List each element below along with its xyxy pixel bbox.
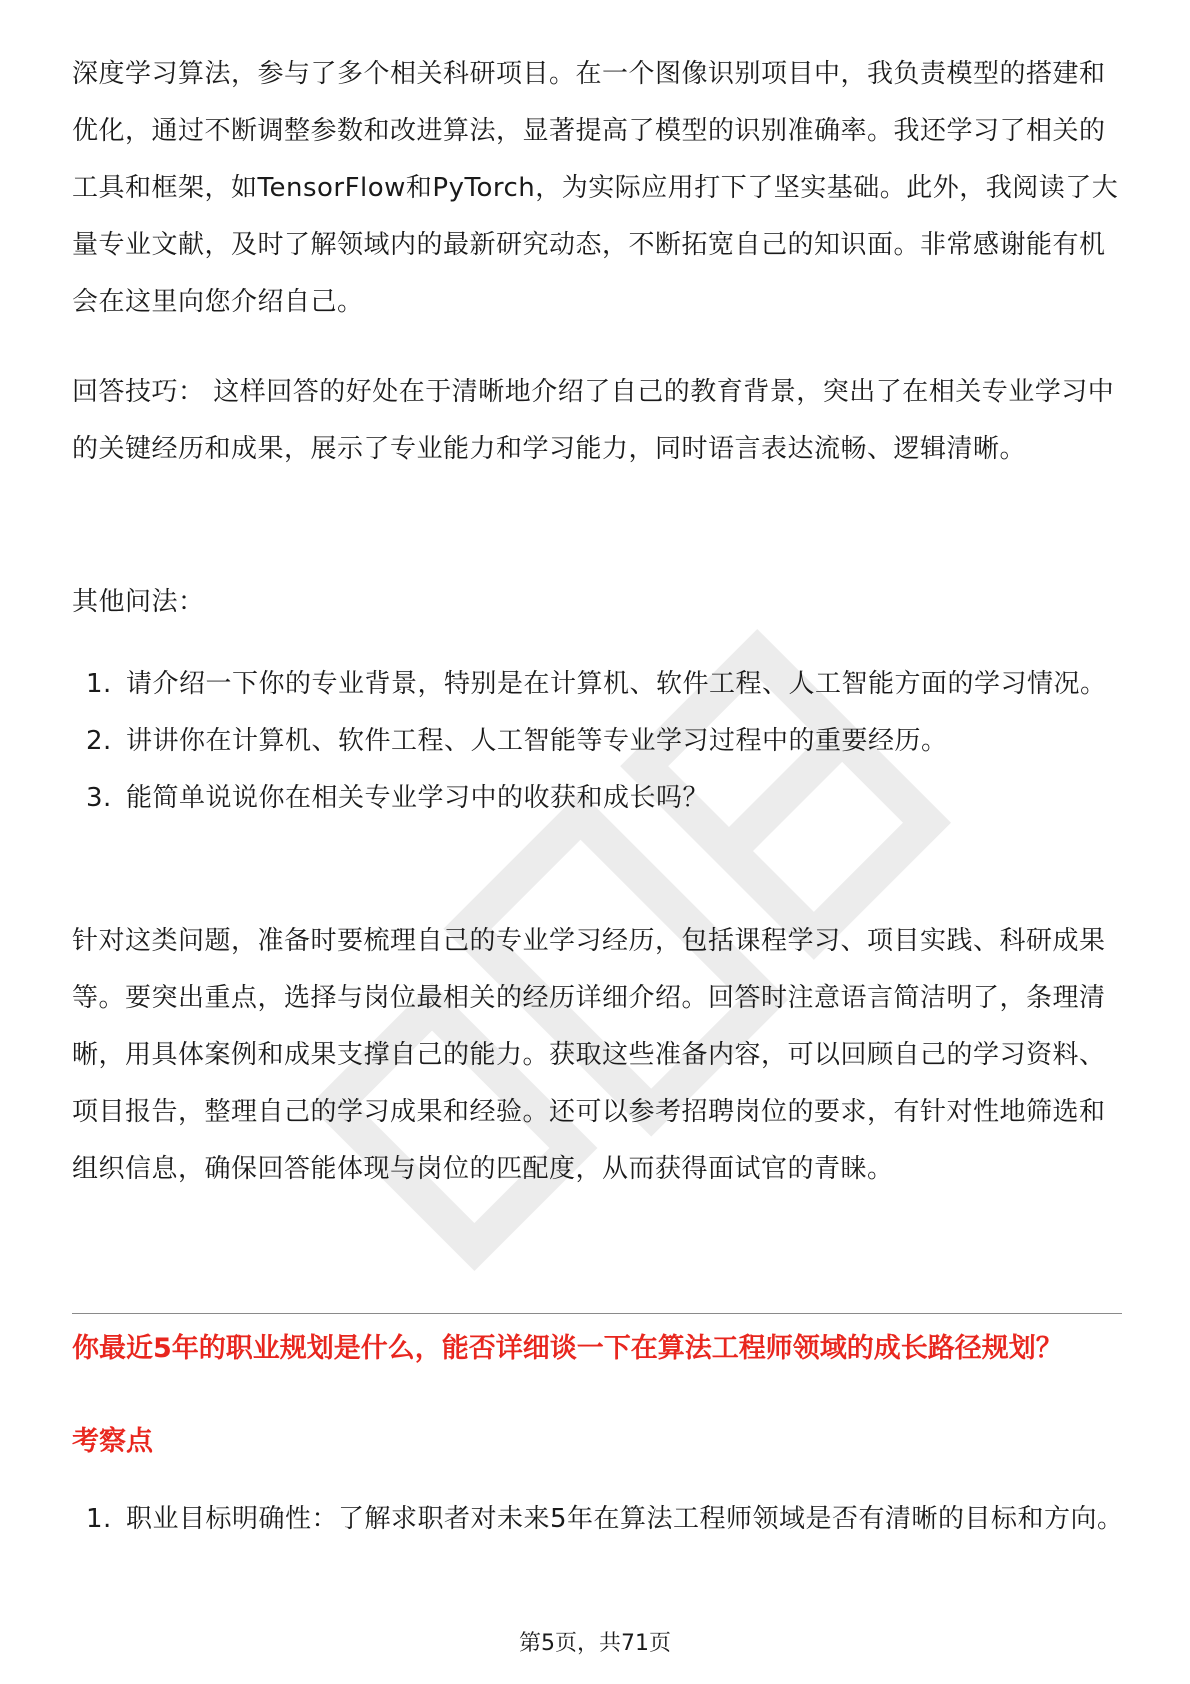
other-questions-label: 其他问法： [72,587,205,617]
list-item-text: 能简单说说你在相关专业学习中的收获和成长吗？ [126,783,710,813]
list-item [72,656,1130,713]
preparation-advice-paragraph: 针对这类问题，准备时要梳理自己的专业学习经历，包括课程学习、项目实践、科研成果等。要突出重点，选择与岗位最相关的经历详细介绍。回答时注意语言简洁明了，条理清晰，用具体案例和成果支撑自己的能力。获取这些准备内容，可以回顾自己的学习资料、项目报告，整理自己的学习成果和经验。还可以参考招聘岗位的要求，有针对性地筛选和组织信息，确保回答能体现与岗位的匹配度，从而获得面试官的青睐。 [72,926,1106,1184]
page-footer: 第5页，共71页 [519,1631,671,1656]
list-item [72,770,1130,827]
list-item-number: 1. [86,669,112,699]
list-item-text: 职业目标明确性：了解求职者对未来5年在算法工程师领域是否有清晰的目标和方向。 [126,1504,1124,1534]
list-item-number: 3. [86,783,112,813]
list-item [72,713,1130,770]
other-questions-list [72,656,1130,827]
list-item-number: 2. [86,726,112,756]
answer-tips-paragraph: 回答技巧： 这样回答的好处在于清晰地介绍了自己的教育背景，突出了在相关专业学习中的关键经历和成果，展示了专业能力和学习能力，同时语言表达流畅、逻辑清晰。 [72,377,1115,464]
list-item-text: 请介绍一下你的专业背景，特别是在计算机、软件工程、人工智能方面的学习情况。 [126,669,1107,699]
body-paragraph-intro: 深度学习算法，参与了多个相关科研项目。在一个图像识别项目中，我负责模型的搭建和优化，通过不断调整参数和改进算法，显著提高了模型的识别准确率。我还学习了相关的工具和框架，如TensorFlow和PyTorch，为实际应用打下了坚实基础。此外，我阅读了大量专业文献，及时了解领域内的最新研究动态，不断拓宽自己的知识面。非常感谢能有机会在这里向您介绍自己。 [72,59,1119,317]
list-item-number: 1. [86,1504,112,1534]
section-heading: 考察点 [72,1426,153,1457]
list-item [72,1491,1130,1548]
section-divider [72,1313,1122,1314]
assessment-points-list [72,1491,1130,1548]
question-title: 你最近5年的职业规划是什么，能否详细谈一下在算法工程师领域的成长路径规划？ [72,1333,1063,1364]
list-item-text: 讲讲你在计算机、软件工程、人工智能等专业学习过程中的重要经历。 [126,726,948,756]
